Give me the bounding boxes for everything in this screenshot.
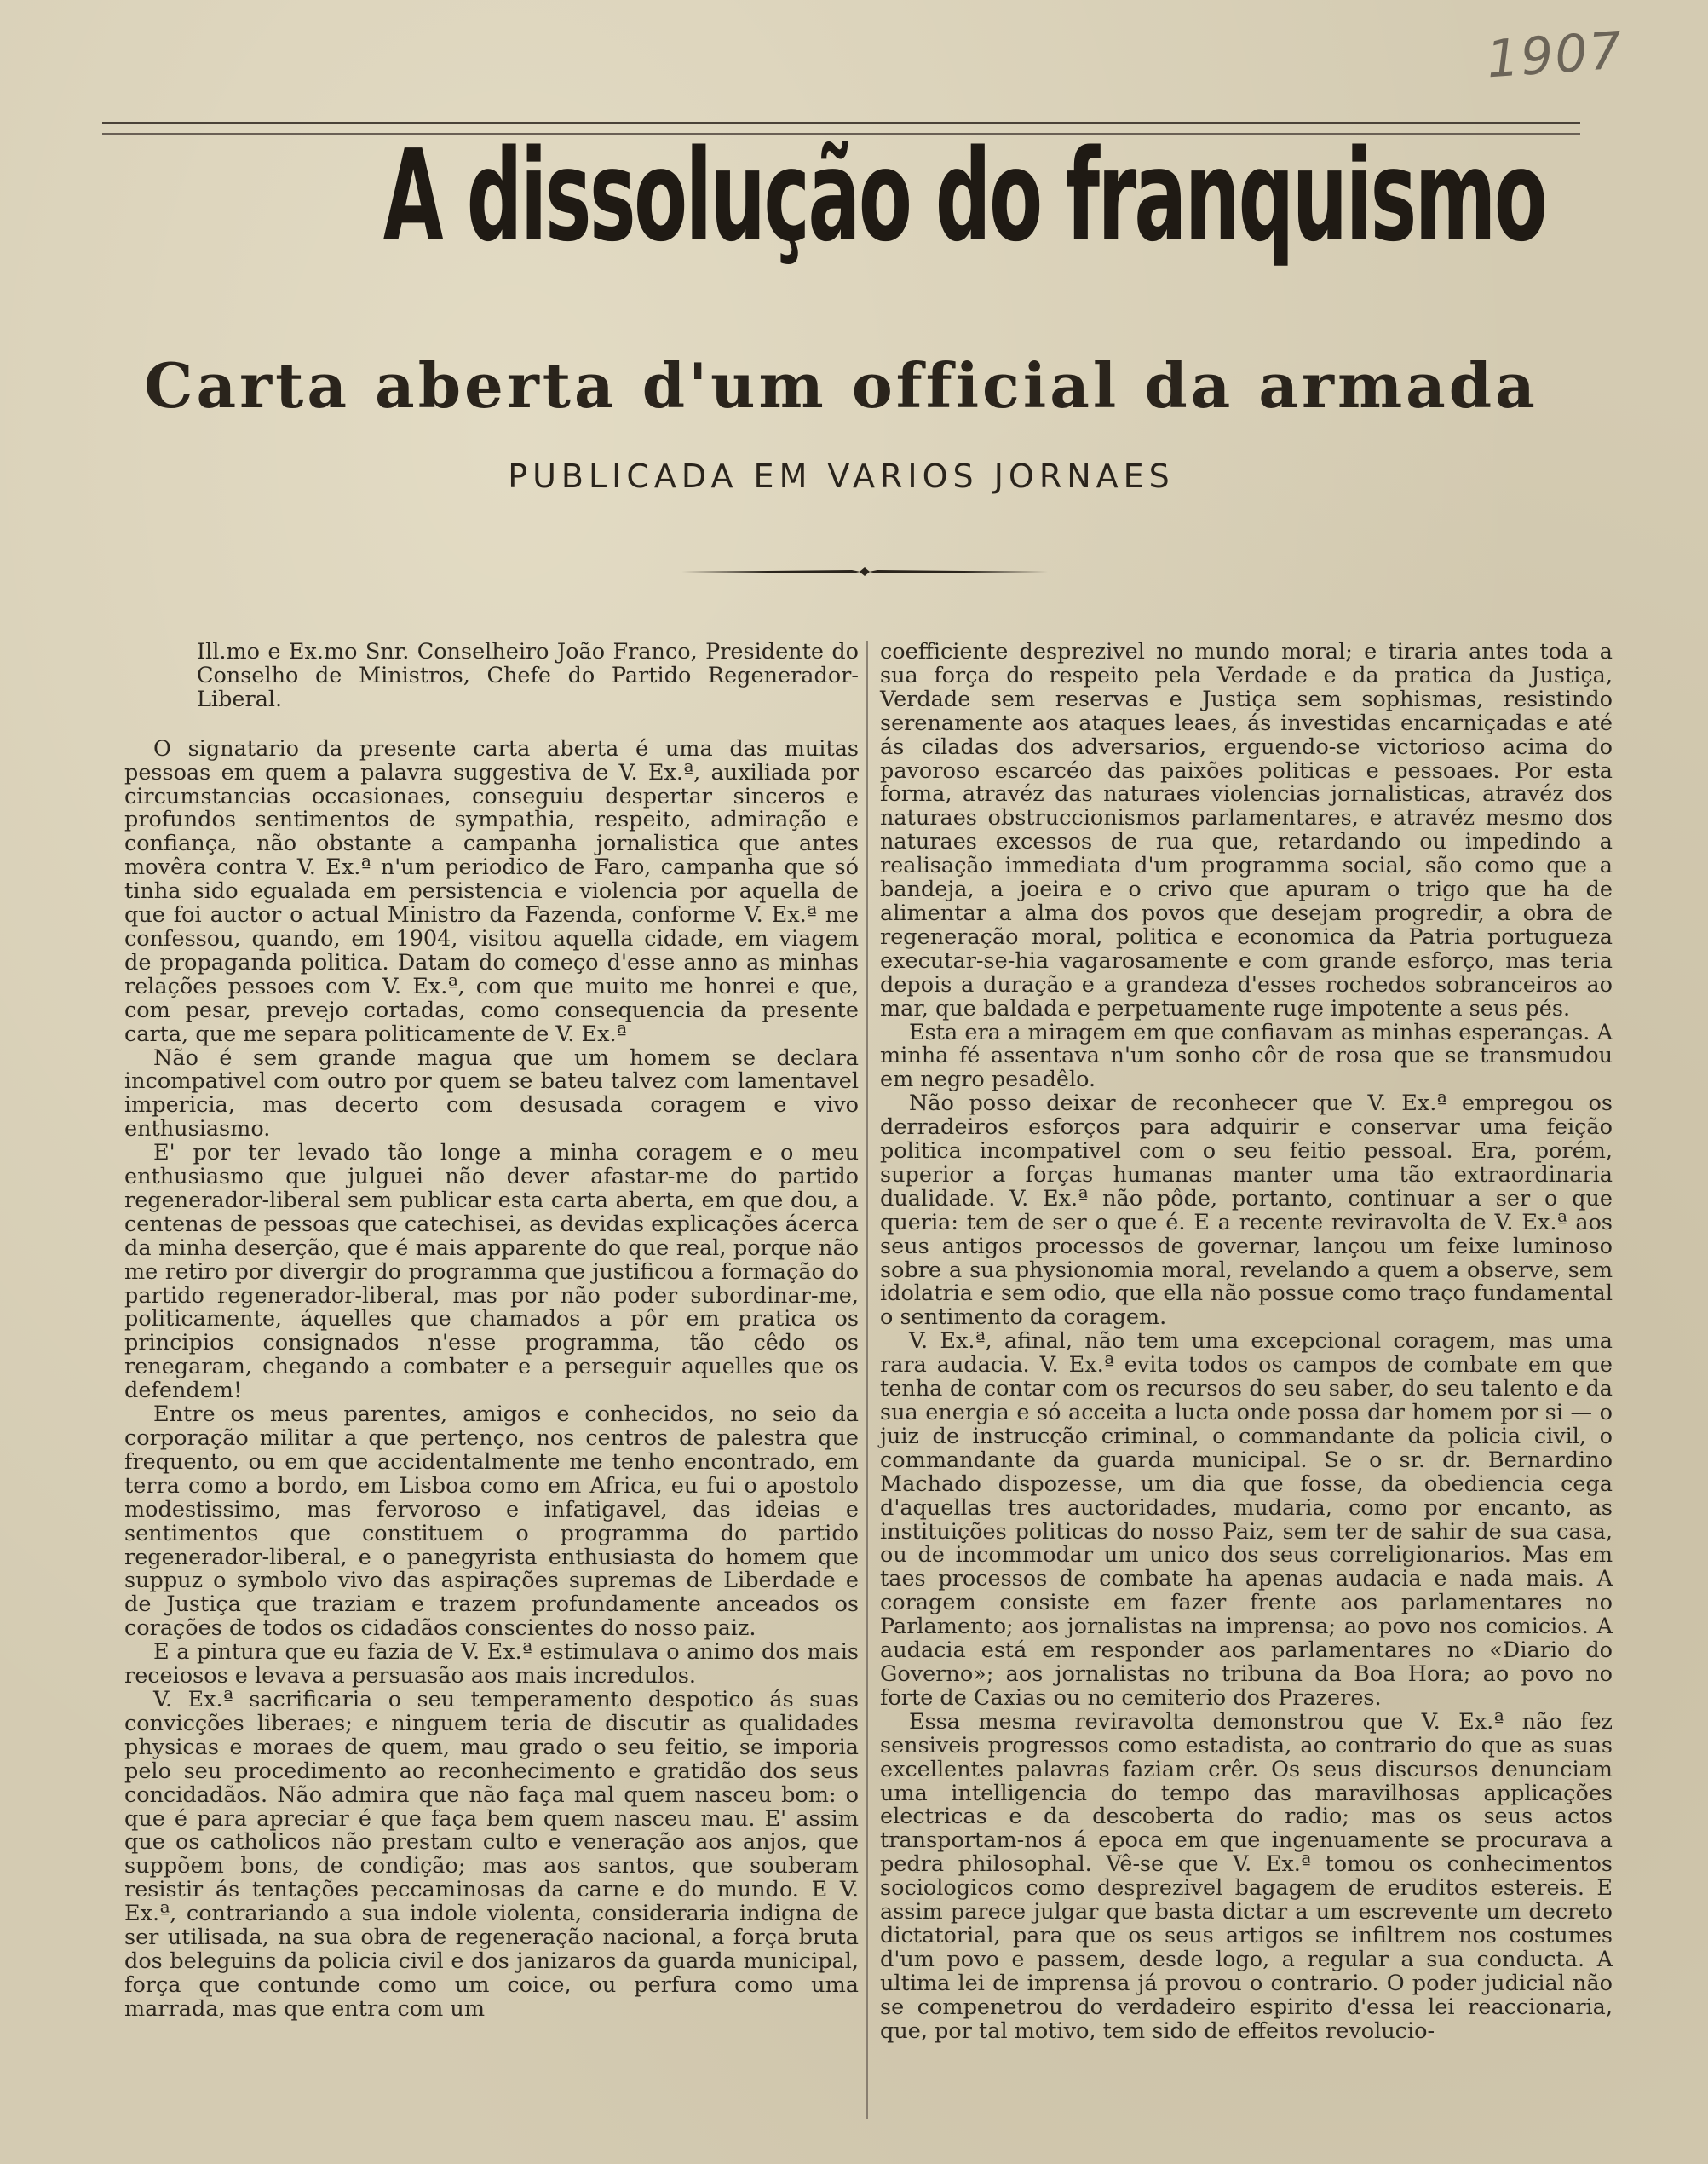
ornament-divider <box>681 566 1048 578</box>
paragraph: Não é sem grande magua que um homem se declara incompativel com outro por quem se bateu talvez com lamentavel impericia, mas decerto com desusada coragem e vivo enthusiasmo. <box>124 1045 859 1142</box>
paragraph: V. Ex.ª sacrificaria o seu temperamento despotico ás suas convicções liberaes; e ninguem teria de discutir as qualidades physicas e moraes de quem, mau grado o seu feitio, se imporia pelo seu procedimento ao reconhecimento e gratidão dos seus concidadãos. Não admira que não faça mal quem nasceu bom: o que é para apreciar é que faça bem quem nasceu mau. E' assim que os catholicos não prestam culto e veneração aos anjos, que suppõem bons, de condição; mas aos santos, que souberam resistir ás tentações peccaminosas da carne e do mundo. E V. Ex.ª, contrariando a sua indole violenta, consideraria indigna de ser utilisada, na sua obra de regeneração nacional, a força bruta dos beleguins da policia civil e dos janizaros da guarda municipal, força que contunde como um coice, ou perfura como uma marrada, mas que entra com um <box>124 1686 859 2022</box>
paragraph: Não posso deixar de reconhecer que V. Ex.ª empregou os derradeiros esforços para adquirir e conservar uma feição politica incompativel com o seu feitio pessoal. Era, porém, superior a forças humanas manter uma tão extraordinaria dualidade. V. Ex.ª não pôde, portanto, continuar a ser o que queria: tem de ser o que é. E a recente reviravolta de V. Ex.ª aos seus antigos processos de governar, lançou um feixe luminoso sobre a sua physionomia moral, revelando a quem a observe, sem idolatria e sem odio, que ella não possue como traço fundamental o sentimento da coragem. <box>880 1091 1613 1331</box>
paragraph: Entre os meus parentes, amigos e conhecidos, no seio da corporação militar a que pertenço, nos centros de palestra que frequento, ou em que accidentalmente me tenho encontrado, em terra como a bordo, em Lisboa como em Africa, eu fui o apostolo modestissimo, mas fervoroso e infatigavel, das ideias e sentimentos que constituem o programma do partido regenerador-liberal, e o panegyrista enthusiasta do homem que suppuz o symbolo vivo das aspirações supremas de Liberdade e de Justiça que traziam e trazem profundamente anceados os corações de todos os cidadãos conscientes do nosso paiz. <box>124 1401 859 1642</box>
salutation: Ill.mo e Ex.mo Snr. Conselheiro João Franco, Presidente do Conselho de Ministros, Chefe do Partido Regenerador-Liberal. <box>197 639 859 712</box>
right-column <box>880 641 1613 2043</box>
headline: A dissolução do franquismo <box>382 123 1546 269</box>
paragraph: E' por ter levado tão longe a minha coragem e o meu enthusiasmo que julguei não dever afastar-me do partido regenerador-liberal sem publicar esta carta aberta, em que dou, a centenas de pessoas que catechisei, as devidas explicações ácerca da minha deserção, que é mais apparente do que real, porque não me retiro por divergir do programma que justificou a formação do partido regenerador-liberal, mas por não poder subordinar-me, politicamente, áquelles que chamados a pôr em pratica os principios consignados n'esse programma, tão cêdo os renegaram, chegando a combater e a perseguir aquelles que os defendem! <box>124 1140 859 1404</box>
paragraph-continued: coefficiente desprezivel no mundo moral; e tiraria antes toda a sua força do respeito pela Verdade e da pratica da Justiça, Verdade sem reservas e Justiça sem sophismas, resistindo serenamente aos ataques leaes, ás investidas encarniçadas e até ás ciladas dos adversarios, erguendo-se victorioso acima do pavoroso escarcéo das paixões politicas e pessoaes. Por esta forma, atravéz das naturaes violencias jornalisticas, atravéz dos naturaes obstruccionismos parlamentares, e atravéz mesmo dos naturaes excessos de rua que, retardando ou impedindo a realisação immediata d'um programma social, são como que a bandeja, a joeira e o crivo que apuram o trigo que ha de alimentar a alma dos povos que desejam progredir, a obra de regeneração moral, politica e economica da Patria portugueza executar-se-hia vagarosamente e com grande esforço, mas teria depois a duração e a grandeza d'esses rochedos sobranceiros ao mar, que baldada e perpetuamente ruge impotente a seus pés. <box>880 639 1613 1022</box>
handwritten-year: 1907 <box>1484 20 1625 90</box>
subtitle: Carta aberta d'um official da armada <box>144 349 1538 422</box>
publication-note: PUBLICADA EM VARIOS JORNAES <box>508 458 1175 495</box>
paragraph: E a pintura que eu fazia de V. Ex.ª estimulava o animo dos mais receiosos e levava a persuasão aos mais incredulos. <box>124 1639 859 1689</box>
paragraph: O signatario da presente carta aberta é uma das muitas pessoas em quem a palavra suggestiva de V. Ex.ª, auxiliada por circumstancias occasionaes, conseguiu despertar sinceros e profundos sentimentos de sympathia, respeito, admiração e confiança, não obstante a campanha jornalistica que antes movêra contra V. Ex.ª n'um periodico de Faro, campanha que só tinha sido egualada em persistencia e violencia por aquella de que foi auctor o actual Ministro da Fazenda, conforme V. Ex.ª me confessou, quando, em 1904, visitou aquella cidade, em viagem de propaganda politica. Datam do começo d'esse anno as minhas relações pessoes com V. Ex.ª, com que muito me honrei e que, com pesar, prevejo cortadas, como consequencia da presente carta, que me separa politicamente de V. Ex.ª <box>124 735 859 1047</box>
paragraph: V. Ex.ª, afinal, não tem uma excepcional coragem, mas uma rara audacia. V. Ex.ª evita todos os campos de combate em que tenha de contar com os recursos do seu saber, do seu talento e da sua energia e só acceita a lucta onde possa dar homem por si — o juiz de instrucção criminal, o commandante da policia civil, o commandante da guarda municipal. Se o sr. dr. Bernardino Machado dispozesse, um dia que fosse, da obediencia cega d'aquellas tres auctoridades, mudaria, como por encanto, as instituições politicas do nosso Paiz, sem ter de sahir de sua casa, ou de incommodar um unico dos seus correligionarios. Mas em taes processos de combate ha apenas audacia e nada mais. A coragem consiste em fazer frente aos parlamentares no Parlamento; aos jornalistas na imprensa; ao povo nos comicios. A audacia está em responder aos parlamentares no «Diario do Governo»; aos jornalistas no tribuna da Boa Hora; ao povo no forte de Caxias ou no cemiterio dos Prazeres. <box>880 1328 1613 1711</box>
paragraph: Esta era a miragem em que confiavam as minhas esperanças. A minha fé assentava n'um sonho côr de rosa que se transmudou em negro pesadêlo. <box>880 1019 1613 1093</box>
paragraph: Essa mesma reviravolta demonstrou que V. Ex.ª não fez sensiveis progressos como estadista, ao contrario do que as suas excellentes palavras faziam crêr. Os seus discursos denunciam uma intelligencia do tempo das maravilhosas applicações electricas e da descoberta do radio; mas os seus actos transportam-nos á epoca em que ingenuamente se procurava a pedra philosophal. Vê-se que V. Ex.ª tomou os conhecimentos sociologicos como desprezivel bagagem de eruditos estereis. E assim parece julgar que basta dictar a um escrevente um decreto dictatorial, para que os seus artigos se infiltrem nos costumes d'um povo e passem, desde logo, a regular a sua conducta. A ultima lei de imprensa já provou o contrario. O poder judicial não se compenetrou do verdadeiro espirito d'essa lei reaccionaria, que, por tal motivo, tem sido de effeitos revolucio- <box>880 1708 1613 2044</box>
left-column <box>124 641 859 2022</box>
column-rule <box>866 641 868 2119</box>
